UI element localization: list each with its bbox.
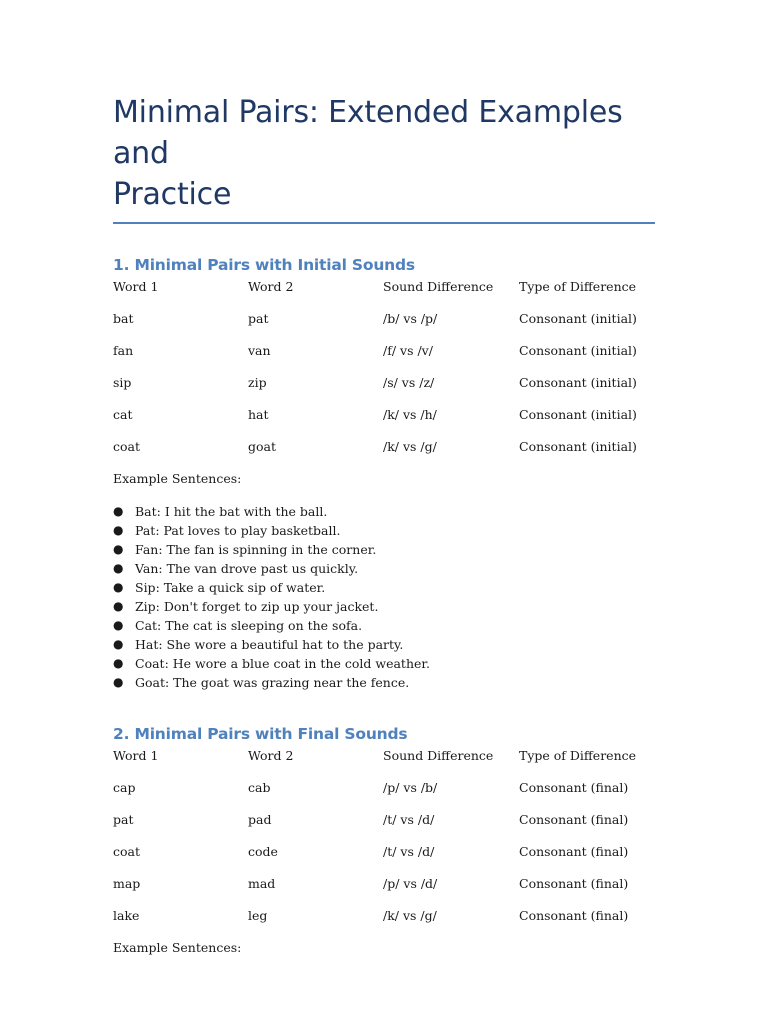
table-cell: Consonant (final) — [519, 876, 629, 891]
title-line-2: Practice — [113, 177, 232, 212]
table-cell: /k/ vs /h/ — [383, 407, 437, 422]
table-row — [113, 311, 655, 343]
sentence-text: Sip: Take a quick sip of water. — [135, 580, 326, 595]
column-header: Sound Difference — [383, 748, 494, 763]
list-item — [113, 502, 655, 521]
table-row — [113, 876, 655, 908]
table-cell: /t/ vs /d/ — [383, 812, 435, 827]
table-row — [113, 407, 655, 439]
table-cell: goat — [248, 439, 277, 454]
list-item — [113, 654, 655, 673]
column-header: Type of Difference — [519, 279, 637, 294]
table-cell: pad — [248, 812, 272, 827]
list-item — [113, 597, 655, 616]
table-header-row — [113, 279, 655, 311]
table-cell: Consonant (initial) — [519, 311, 637, 326]
table-cell: /k/ vs /g/ — [383, 439, 437, 454]
sentence-text: Coat: He wore a blue coat in the cold weather. — [135, 656, 430, 671]
table-cell: van — [248, 343, 271, 358]
table-cell: Consonant (initial) — [519, 343, 637, 358]
table-cell: cat — [113, 407, 133, 422]
table-cell: Consonant (final) — [519, 844, 629, 859]
bullet-icon: ● — [113, 656, 124, 670]
column-header: Word 1 — [113, 279, 159, 294]
example-sentences-list — [113, 502, 655, 692]
column-header: Word 2 — [248, 279, 294, 294]
final-sounds-table — [113, 748, 655, 940]
section-initial-sounds — [113, 255, 655, 692]
table-cell: /k/ vs /g/ — [383, 908, 437, 923]
table-cell: /p/ vs /b/ — [383, 780, 438, 795]
sentence-text: Bat: I hit the bat with the ball. — [135, 504, 328, 519]
table-cell: /p/ vs /d/ — [383, 876, 438, 891]
table-cell: /t/ vs /d/ — [383, 844, 435, 859]
list-item — [113, 635, 655, 654]
list-item — [113, 559, 655, 578]
table-row — [113, 780, 655, 812]
table-cell: Consonant (initial) — [519, 407, 637, 422]
table-cell: cab — [248, 780, 271, 795]
table-cell: /b/ vs /p/ — [383, 311, 438, 326]
list-item — [113, 521, 655, 540]
bullet-icon: ● — [113, 618, 124, 632]
list-item — [113, 673, 655, 692]
table-cell: /s/ vs /z/ — [383, 375, 435, 390]
sentence-text: Cat: The cat is sleeping on the sofa. — [135, 618, 363, 633]
title-divider — [113, 222, 655, 224]
table-cell: Consonant (final) — [519, 780, 629, 795]
bullet-icon: ● — [113, 561, 124, 575]
bullet-icon: ● — [113, 580, 124, 594]
column-header: Word 1 — [113, 748, 159, 763]
sentence-text: Van: The van drove past us quickly. — [135, 561, 359, 576]
table-cell: fan — [113, 343, 134, 358]
table-cell: leg — [248, 908, 268, 923]
list-item — [113, 578, 655, 597]
sentence-text: Fan: The fan is spinning in the corner. — [135, 542, 377, 557]
table-cell: mad — [248, 876, 276, 891]
sentence-text: Goat: The goat was grazing near the fence. — [135, 675, 410, 690]
table-header-row — [113, 748, 655, 780]
table-row — [113, 375, 655, 407]
table-row — [113, 439, 655, 471]
section-heading: 2. Minimal Pairs with Final Sounds — [113, 725, 408, 743]
table-cell: /f/ vs /v/ — [383, 343, 433, 358]
table-cell: pat — [248, 311, 269, 326]
table-cell: code — [248, 844, 278, 859]
column-header: Word 2 — [248, 748, 294, 763]
example-sentences-label: Example Sentences: — [113, 940, 242, 955]
sentence-text: Pat: Pat loves to play basketball. — [135, 523, 341, 538]
table-cell: coat — [113, 439, 141, 454]
table-row — [113, 844, 655, 876]
table-cell: bat — [113, 311, 134, 326]
table-cell: lake — [113, 908, 140, 923]
table-cell: sip — [113, 375, 132, 390]
initial-sounds-table — [113, 279, 655, 471]
bullet-icon: ● — [113, 675, 124, 689]
bullet-icon: ● — [113, 542, 124, 556]
table-cell: pat — [113, 812, 134, 827]
document-title — [113, 92, 655, 215]
table-cell: cap — [113, 780, 136, 795]
bullet-icon: ● — [113, 523, 124, 537]
table-cell: Consonant (initial) — [519, 375, 637, 390]
table-row — [113, 812, 655, 844]
table-cell: hat — [248, 407, 269, 422]
bullet-icon: ● — [113, 504, 124, 518]
document-page — [113, 92, 655, 955]
table-cell: Consonant (final) — [519, 812, 629, 827]
bullet-icon: ● — [113, 637, 124, 651]
table-cell: Consonant (final) — [519, 908, 629, 923]
list-item — [113, 540, 655, 559]
sentence-text: Hat: She wore a beautiful hat to the party. — [135, 637, 404, 652]
table-row — [113, 908, 655, 940]
example-sentences-label: Example Sentences: — [113, 471, 242, 486]
column-header: Type of Difference — [519, 748, 637, 763]
column-header: Sound Difference — [383, 279, 494, 294]
list-item — [113, 616, 655, 635]
table-cell: zip — [248, 375, 267, 390]
table-cell: map — [113, 876, 141, 891]
section-heading: 1. Minimal Pairs with Initial Sounds — [113, 256, 415, 274]
table-row — [113, 343, 655, 375]
table-cell: Consonant (initial) — [519, 439, 637, 454]
bullet-icon: ● — [113, 599, 124, 613]
sentence-text: Zip: Don't forget to zip up your jacket. — [135, 599, 379, 614]
title-line-1: Minimal Pairs: Extended Examples and — [113, 95, 623, 171]
section-final-sounds — [113, 724, 655, 955]
table-cell: coat — [113, 844, 141, 859]
